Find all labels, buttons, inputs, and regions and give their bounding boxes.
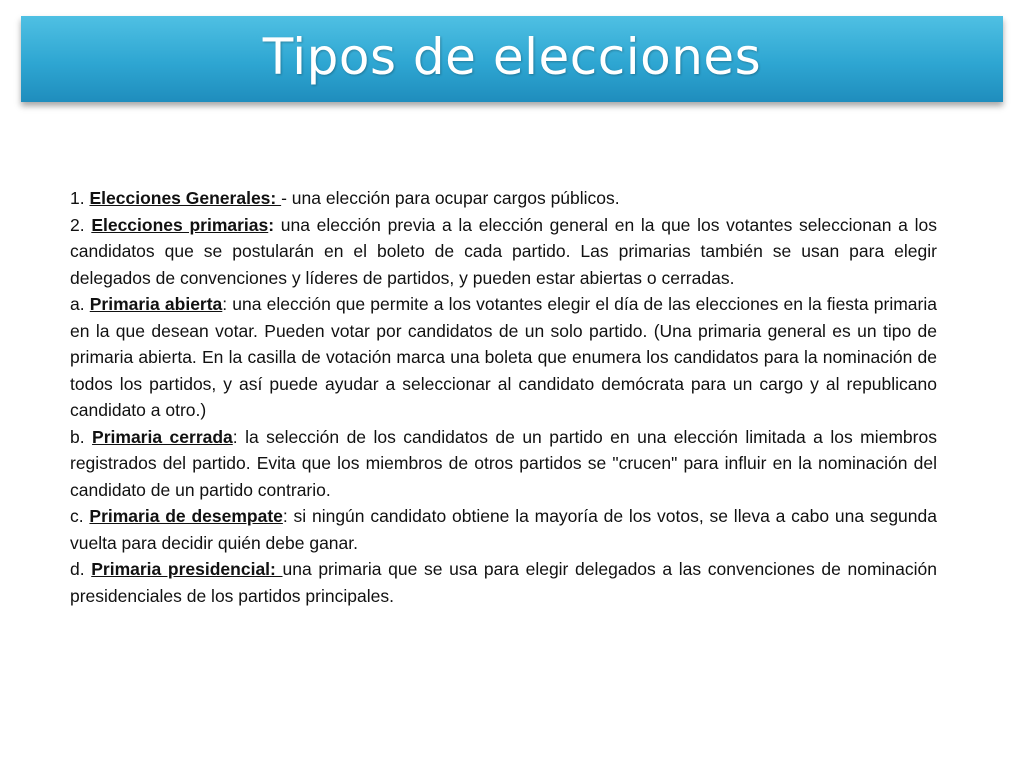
- item-generales: [70, 185, 937, 212]
- item-prefix: 2.: [70, 214, 92, 235]
- title-banner: [21, 16, 1003, 102]
- item-primaria-abierta: [70, 291, 937, 424]
- item-text: : una elección que permite a los votantes elegir el día de las elecciones en la fiesta primaria en la que desean votar. Pueden votar por candidatos de un solo partido. (Una primaria general es un tipo de primaria abierta. En la casilla de votación marca una boleta que enumera los candidatos para la nominación de todos los partidos, y así puede ayudar a seleccionar al candidato demócrata para un cargo y al republicano candidato a otro.): [70, 294, 937, 420]
- item-primarias: [70, 212, 937, 292]
- item-text: una primaria que se usa para elegir delegados a las convenciones de nominación presidenciales de los partidos principales.: [70, 559, 937, 606]
- item-text: : la selección de los candidatos de un partido en una elección limitada a los miembros registrados del partido. Evita que los miembros de otros partidos se "crucen" para influir en la nominación del candidato de un partido contrario.: [70, 426, 937, 500]
- term-suffix: :: [268, 214, 275, 235]
- item-primaria-cerrada: [70, 424, 937, 504]
- item-text: - una elección para ocupar cargos públicos.: [281, 188, 620, 208]
- term-primaria-presidencial: Primaria presidencial:: [91, 559, 283, 579]
- term-primaria-cerrada: Primaria cerrada: [92, 426, 233, 447]
- slide-title: Tipos de elecciones: [262, 28, 762, 86]
- item-primaria-desempate: [70, 503, 937, 556]
- term-primaria-abierta: Primaria abierta: [89, 294, 223, 314]
- term-primaria-desempate: Primaria de desempate: [89, 506, 283, 526]
- term-elecciones-generales: Elecciones Generales:: [89, 188, 282, 208]
- item-prefix: a.: [70, 294, 90, 314]
- item-prefix: c.: [70, 506, 90, 526]
- slide-body: [70, 185, 937, 609]
- term-elecciones-primarias: Elecciones primarias: [91, 214, 269, 235]
- item-prefix: 1.: [70, 188, 90, 208]
- item-prefix: b.: [70, 426, 93, 447]
- item-prefix: d.: [70, 559, 92, 579]
- item-text: una elección previa a la elección general en la que los votantes seleccionan a los candidatos que se postularán en el boleto de cada partido. Las primarias también se usan para elegir delegados de convenciones y líderes de partidos, y pueden estar abiertas o cerradas.: [70, 214, 937, 288]
- item-text: : si ningún candidato obtiene la mayoría de los votos, se lleva a cabo una segunda vuelta para decidir quién debe ganar.: [70, 506, 937, 553]
- item-primaria-presidencial: [70, 556, 937, 609]
